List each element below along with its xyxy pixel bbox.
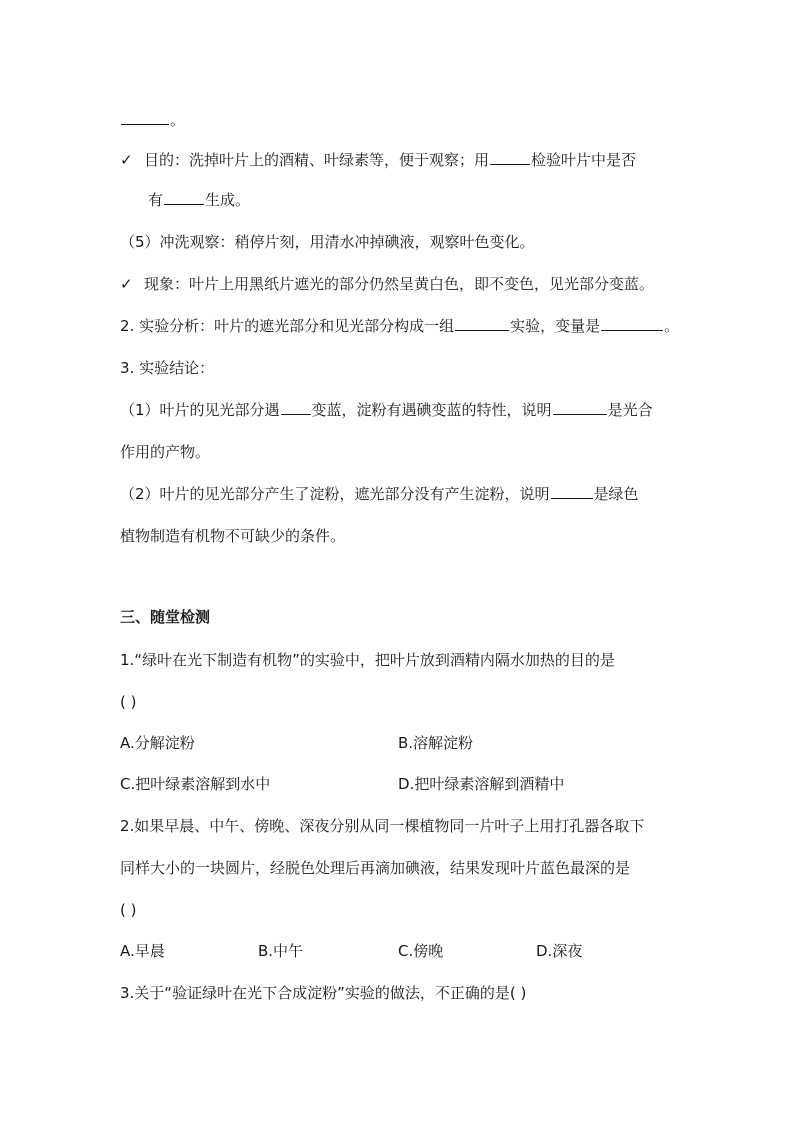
line-text: 变蓝，淀粉有遇碘变蓝的特性，说明	[311, 401, 552, 419]
line-rinse-step	[120, 232, 535, 252]
q2-option-b[interactable]: B.中午	[258, 942, 304, 960]
answer-blank[interactable]	[551, 484, 593, 499]
line-text: （2）叶片的见光部分产生了淀粉，遮光部分没有产生淀粉，说明	[120, 485, 550, 503]
answer-blank[interactable]	[553, 400, 607, 415]
question-3-stem: 3.关于“验证绿叶在光下合成淀粉”实验的做法，不正确的是( )	[120, 984, 527, 1002]
line-phenomenon	[120, 274, 654, 294]
line-text: （5）冲洗观察：稍停片刻，用清水冲掉碘液，观察叶色变化。	[120, 233, 535, 251]
line-analysis	[120, 316, 679, 336]
q2-option-d[interactable]: D.深夜	[536, 942, 583, 960]
line-conclusion-2	[120, 484, 639, 504]
line-answer-tail	[120, 110, 185, 130]
line-text: 。	[170, 111, 186, 129]
line-text: 有	[148, 191, 164, 209]
line-purpose-cont	[148, 190, 250, 210]
section-title: 三、随堂检测	[120, 608, 211, 626]
question-2-stem-2: 同样大小的一块圆片，经脱色处理后再滴加碘液，结果发现叶片蓝色最深的是	[120, 859, 631, 877]
q1-option-a[interactable]: A.分解淀粉	[120, 734, 195, 752]
answer-blank[interactable]	[121, 110, 169, 125]
q2-option-a[interactable]: A.早晨	[120, 942, 165, 960]
line-text: 是绿色	[593, 485, 639, 503]
question-1-paren: ( )	[120, 693, 137, 711]
line-text: 实验，变量是	[510, 317, 601, 335]
question-2-paren: ( )	[120, 901, 137, 919]
line-text: 生成。	[205, 191, 251, 209]
question-2-stem-1: 2.如果早晨、中午、傍晚、深夜分别从同一棵植物同一片叶子上用打孔器各取下	[120, 817, 645, 835]
line-text: 是光合	[607, 401, 653, 419]
line-text: 2. 实验分析：叶片的遮光部分和见光部分构成一组	[120, 317, 455, 335]
line-text: 植物制造有机物不可缺少的条件。	[120, 527, 346, 545]
line-conclusion-1	[120, 400, 653, 420]
q1-option-d[interactable]: D.把叶绿素溶解到酒精中	[398, 775, 565, 793]
answer-blank[interactable]	[164, 190, 204, 205]
line-text: 作用的产物。	[120, 443, 211, 461]
q1-option-b[interactable]: B.溶解淀粉	[398, 734, 474, 752]
line-text: 检验叶片中是否	[531, 151, 637, 169]
line-text: （1）叶片的见光部分遇	[120, 401, 280, 419]
line-text: 。	[664, 317, 680, 335]
q1-option-c[interactable]: C.把叶绿素溶解到水中	[120, 775, 271, 793]
line-conclusion-1-cont	[120, 442, 210, 462]
line-text: 目的：洗掉叶片上的酒精、叶绿素等，便于观察；用	[144, 151, 490, 169]
line-text: 现象：叶片上用黑纸片遮光的部分仍然呈黄白色，即不变色，见光部分变蓝。	[144, 275, 655, 293]
line-conclusion-2-cont	[120, 526, 345, 546]
answer-blank[interactable]	[281, 400, 311, 415]
answer-blank[interactable]	[601, 316, 663, 331]
line-purpose	[120, 150, 636, 170]
answer-blank[interactable]	[455, 316, 509, 331]
check-icon: ✓	[120, 151, 133, 169]
answer-blank[interactable]	[490, 150, 530, 165]
line-text: 3. 实验结论：	[120, 359, 215, 377]
question-1-stem: 1.“绿叶在光下制造有机物”的实验中，把叶片放到酒精内隔水加热的目的是	[120, 651, 615, 669]
q2-option-c[interactable]: C.傍晚	[398, 942, 444, 960]
line-conclusion-title	[120, 358, 214, 378]
check-icon: ✓	[120, 275, 133, 293]
